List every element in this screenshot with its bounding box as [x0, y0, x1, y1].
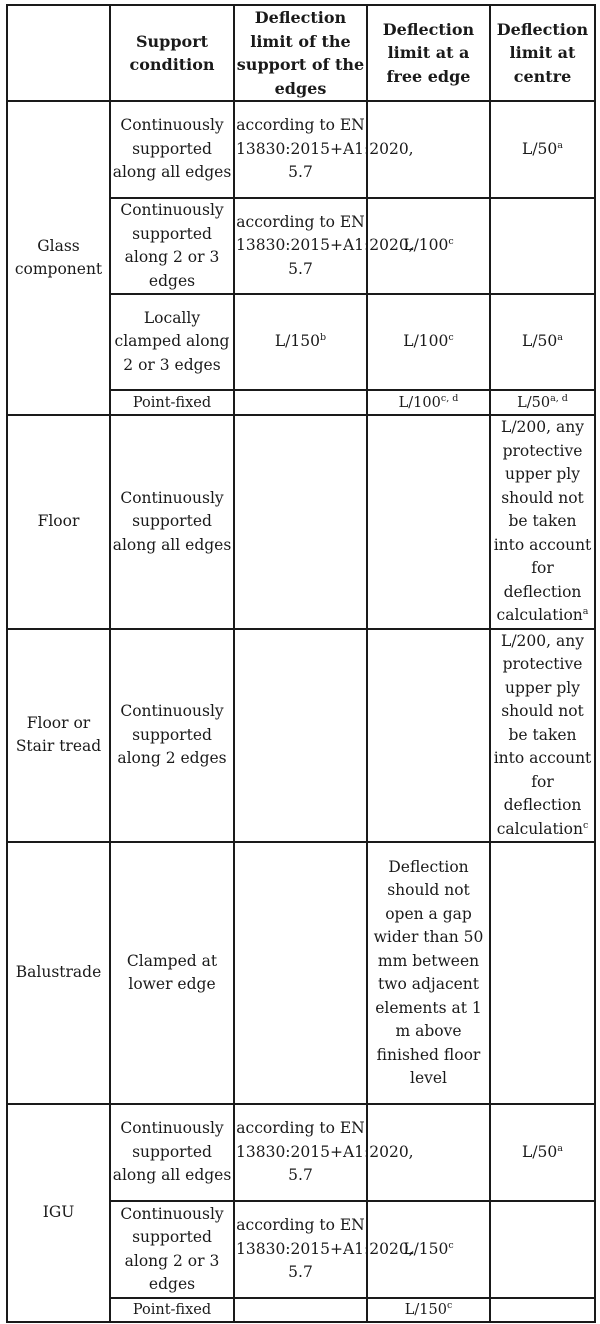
header-free-edge-limit: Deflection limit at a free edge	[367, 5, 490, 101]
free-edge-cell: L/150$^c$	[367, 1298, 490, 1322]
centre-cell	[490, 1201, 595, 1298]
header-centre-limit: Deflection limit at centre	[490, 5, 595, 101]
centre-cell: L/200, any protective upper ply should not be taken into account for deflection calculation$^a$	[490, 415, 595, 629]
centre-cell: L/50$^a$	[490, 1104, 595, 1201]
free-edge-cell: Deflection should not open a gap wider than 50 mm between two adjacent elements at 1 m above finished floor level	[367, 842, 490, 1104]
edge-support-cell: according to EN 13830:2015+A1:2020, 5.7	[234, 1201, 367, 1298]
edge-support-cell: according to EN 13830:2015+A1:2020, 5.7	[234, 101, 367, 198]
centre-cell: L/50$^a$	[490, 294, 595, 390]
header-cell-blank	[7, 5, 110, 101]
centre-cell: L/200, any protective upper ply should not be taken into account for deflection calculation$^c$	[490, 629, 595, 843]
group-label: Floor	[7, 415, 110, 629]
edge-support-cell: according to EN 13830:2015+A1:2020, 5.7	[234, 1104, 367, 1201]
centre-cell	[490, 198, 595, 294]
group-label: Glass component	[7, 101, 110, 415]
table-row	[7, 1104, 595, 1201]
support-condition-cell: Continuously supported along 2 edges	[110, 629, 234, 843]
centre-cell	[490, 842, 595, 1104]
centre-cell: L/50$^a$	[490, 101, 595, 198]
support-condition-cell: Clamped at lower edge	[110, 842, 234, 1104]
header-edge-support-limit: Deflection limit of the support of the edges	[234, 5, 367, 101]
support-condition-cell: Continuously supported along all edges	[110, 1104, 234, 1201]
edge-support-cell: according to EN 13830:2015+A1:2020, 5.7	[234, 198, 367, 294]
group-label: IGU	[7, 1104, 110, 1322]
header-row	[7, 5, 595, 101]
edge-support-cell	[234, 1298, 367, 1322]
table-row	[7, 629, 595, 843]
free-edge-cell	[367, 629, 490, 843]
support-condition-cell: Continuously supported along all edges	[110, 415, 234, 629]
support-condition-cell: Continuously supported along 2 or 3 edges	[110, 198, 234, 294]
edge-support-cell	[234, 629, 367, 843]
deflection-limits-table	[6, 4, 596, 1323]
support-condition-cell: Point-fixed	[110, 1298, 234, 1322]
edge-support-cell	[234, 415, 367, 629]
support-condition-cell: Point-fixed	[110, 390, 234, 415]
group-label: Balustrade	[7, 842, 110, 1104]
table-row	[7, 101, 595, 198]
free-edge-cell: L/150$^c$	[367, 1201, 490, 1298]
header-support-condition: Support condition	[110, 5, 234, 101]
free-edge-cell: L/100$^{c, d}$	[367, 390, 490, 415]
edge-support-cell	[234, 842, 367, 1104]
free-edge-cell	[367, 415, 490, 629]
free-edge-cell: L/100$^c$	[367, 294, 490, 390]
centre-cell: L/50$^{a, d}$	[490, 390, 595, 415]
support-condition-cell: Locally clamped along 2 or 3 edges	[110, 294, 234, 390]
support-condition-cell: Continuously supported along all edges	[110, 101, 234, 198]
group-label: Floor or Stair tread	[7, 629, 110, 843]
centre-cell	[490, 1298, 595, 1322]
edge-support-cell	[234, 390, 367, 415]
edge-support-cell: L/150$^b$	[234, 294, 367, 390]
table-row	[7, 842, 595, 1104]
support-condition-cell: Continuously supported along 2 or 3 edges	[110, 1201, 234, 1298]
table-row	[7, 415, 595, 629]
free-edge-cell: L/100$^c$	[367, 198, 490, 294]
